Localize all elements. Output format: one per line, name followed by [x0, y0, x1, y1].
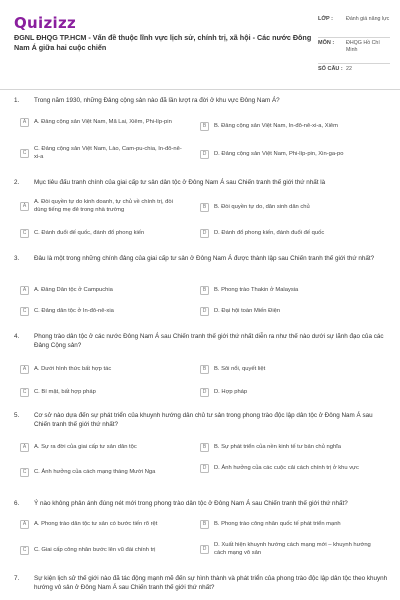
- option-text: A. Đòi quyền tự do kinh doanh, tự chủ về chính trị, đòi dùng tiếng mẹ đẻ trong nhà trường: [34, 199, 173, 213]
- option-a[interactable]: [20, 118, 185, 127]
- meta-key: MÔN :: [318, 40, 335, 46]
- header-divider: [0, 89, 400, 90]
- meta-value: Đánh giá năng lực: [346, 16, 390, 22]
- option-letter-box: A: [20, 286, 29, 295]
- option-b[interactable]: [200, 520, 376, 529]
- option-letter-box: B: [200, 203, 209, 212]
- meta-key: LỚP :: [318, 16, 333, 22]
- option-text: D. Hợp pháp: [214, 388, 248, 395]
- option-a[interactable]: [20, 286, 185, 295]
- option-text: B. Sự phát triển của nền kinh tế tư bản chủ nghĩa: [214, 443, 342, 450]
- option-letter-box: C: [20, 229, 29, 238]
- question-number: 3.: [14, 255, 20, 262]
- option-letter-box: B: [200, 286, 209, 295]
- option-c[interactable]: [20, 388, 185, 397]
- option-letter-box: B: [200, 365, 209, 374]
- option-letter-box: D: [200, 464, 209, 473]
- option-text: A. Dưới hình thức bất hợp tác: [34, 365, 112, 372]
- option-a[interactable]: [20, 365, 185, 374]
- option-text: C. Bí mật, bất hợp pháp: [34, 388, 96, 395]
- option-text: A. Đảng Dân tộc ở Campuchia: [34, 286, 113, 293]
- worksheet-title: ĐGNL ĐHQG TP.HCM - Vấn đề thuộc lĩnh vực lịch sử, chính trị, xã hội - Các nước Đông Nam Á giữa hai cuộc chiến: [14, 33, 312, 52]
- option-text: D. Đại hội toàn Miến Điện: [214, 307, 281, 314]
- meta-panel: [318, 14, 390, 78]
- option-b[interactable]: [200, 203, 376, 212]
- option-b[interactable]: [200, 365, 376, 374]
- option-b[interactable]: [200, 122, 376, 131]
- option-text: A. Đảng cộng sản Việt Nam, Mã Lai, Xiêm, Phi-líp-pin: [34, 118, 172, 125]
- option-d[interactable]: [200, 150, 376, 159]
- option-text: A. Phong trào dân tộc tư sản có bước tiến rõ rệt: [34, 520, 158, 527]
- option-letter-box: D: [200, 545, 209, 554]
- option-letter-box: C: [20, 546, 29, 555]
- question-number: 6.: [14, 500, 20, 507]
- option-d[interactable]: [200, 388, 376, 397]
- question-3: [14, 255, 388, 264]
- option-letter-box: C: [20, 149, 29, 158]
- option-letter-box: B: [200, 520, 209, 529]
- option-text: C. Đảng cộng sản Việt Nam, Lào, Cam-pu-chia, In-đô-nê-xi-a: [34, 146, 182, 160]
- option-text: B. Đòi quyền tự do, dân sinh dân chủ: [214, 203, 310, 210]
- question-1: [14, 97, 388, 106]
- option-letter-box: D: [200, 307, 209, 316]
- option-text: D. Đảng cộng sản Việt Nam, Phi-líp-pin, Xin-ga-po: [214, 150, 344, 157]
- option-text: B. Phong trào Thakin ở Malaysia: [214, 286, 299, 293]
- option-letter-box: A: [20, 118, 29, 127]
- option-text: B. Đảng cộng sản Việt Nam, In-đô-nê-xi-a, Xiêm: [214, 122, 338, 129]
- question-text: Mục tiêu đấu tranh chính của giai cấp tư sản dân tộc ở Đông Nam Á sau Chiến tranh thế giới thứ nhất là: [34, 179, 326, 186]
- option-letter-box: C: [20, 388, 29, 397]
- meta-value: 22: [346, 66, 352, 72]
- question-number: 1.: [14, 97, 20, 104]
- question-5: [14, 412, 388, 429]
- question-number: 7.: [14, 575, 20, 582]
- quizizz-logo: Quizizz: [14, 14, 77, 32]
- option-letter-box: C: [20, 307, 29, 316]
- meta-value: ĐHQG Hồ Chí Minh: [346, 40, 380, 53]
- question-text: Cơ sở nào dựa đến sự phát triển của khuynh hướng dân chủ tư sản trong phong trào độc lập dân tộc ở Đông Nam Á sau Chiến tranh thế giới thứ nhất?: [34, 412, 373, 428]
- option-text: B. Phong trào công nhân quốc tế phát triển mạnh: [214, 520, 341, 527]
- option-d[interactable]: [200, 542, 376, 557]
- question-number: 4.: [14, 333, 20, 340]
- option-a[interactable]: [20, 443, 185, 452]
- option-letter-box: B: [200, 122, 209, 131]
- option-text: B. Sôi nổi, quyết liệt: [214, 365, 266, 372]
- question-number: 2.: [14, 179, 20, 186]
- option-text: D. Xuất hiện khuynh hướng cách mạng mới – khuynh hướng cách mạng vô sản: [214, 542, 371, 556]
- option-c[interactable]: [20, 546, 185, 555]
- question-text: Sự kiện lịch sử thế giới nào đã tác động mạnh mẽ đến sự hình thành và phát triển của phong trào độc lập dân tộc theo khuynh hướng vô sản ở Đông Nam Á sau Chiến tranh thế giới thứ nhất?: [34, 575, 388, 591]
- option-d[interactable]: [200, 307, 376, 316]
- meta-row-class: [318, 14, 390, 38]
- question-7: [14, 575, 388, 592]
- option-letter-box: A: [20, 365, 29, 374]
- option-d[interactable]: [200, 464, 376, 473]
- option-letter-box: B: [200, 443, 209, 452]
- option-c[interactable]: [20, 146, 185, 161]
- option-text: C. Đảng dân tộc ở In-đô-nê-xia: [34, 307, 114, 314]
- option-letter-box: A: [20, 443, 29, 452]
- question-6: [14, 500, 388, 509]
- option-letter-box: D: [200, 229, 209, 238]
- question-text: Trong năm 1930, những Đảng cộng sản nào đã lần lượt ra đời ở khu vực Đông Nam Á?: [34, 97, 280, 104]
- option-c[interactable]: [20, 468, 185, 477]
- question-2: [14, 179, 388, 188]
- option-text: C. Giai cấp công nhân bước lên vũ đài chính trị: [34, 546, 156, 553]
- meta-key: SỐ CÂU :: [318, 66, 343, 72]
- option-letter-box: D: [200, 150, 209, 159]
- option-c[interactable]: [20, 229, 185, 238]
- question-text: Đâu là một trong những chính đảng của giai cấp tư sản ở Đông Nam Á được thành lập sau Chiến tranh thế giới thứ nhất?: [34, 255, 375, 262]
- option-b[interactable]: [200, 286, 376, 295]
- option-letter-box: A: [20, 202, 29, 211]
- meta-row-subject: [318, 38, 390, 64]
- option-c[interactable]: [20, 307, 185, 316]
- option-text: D. Đánh đổ phong kiến, đánh đuổi đế quốc: [214, 229, 325, 236]
- option-a[interactable]: [20, 520, 185, 529]
- question-text: Ý nào không phản ánh đúng nét mới trong phong trào dân tộc ở Đông Nam Á sau Chiến tranh thế giới thứ nhất?: [34, 500, 348, 507]
- option-text: C. Ảnh hưởng của cách mạng tháng Mười Nga: [34, 468, 156, 475]
- option-b[interactable]: [200, 443, 376, 452]
- option-d[interactable]: [200, 229, 376, 238]
- option-text: C. Đánh đuổi đế quốc, đánh đổ phong kiến: [34, 229, 145, 236]
- option-text: D. Ảnh hưởng của các cuộc cải cách chính trị ở khu vực: [214, 464, 359, 471]
- option-letter-box: D: [200, 388, 209, 397]
- question-text: Phong trào dân tộc ở các nước Đông Nam Á sau Chiến tranh thế giới thứ nhất diễn ra như thế nào dưới sự lãnh đạo của các Đảng Cộng sản?: [34, 333, 384, 349]
- meta-row-count: [318, 64, 390, 78]
- option-text: A. Sự ra đời của giai cấp tư sản dân tộc: [34, 443, 137, 450]
- option-a[interactable]: [20, 199, 185, 214]
- option-letter-box: C: [20, 468, 29, 477]
- question-number: 5.: [14, 412, 20, 419]
- question-4: [14, 333, 388, 350]
- option-letter-box: A: [20, 520, 29, 529]
